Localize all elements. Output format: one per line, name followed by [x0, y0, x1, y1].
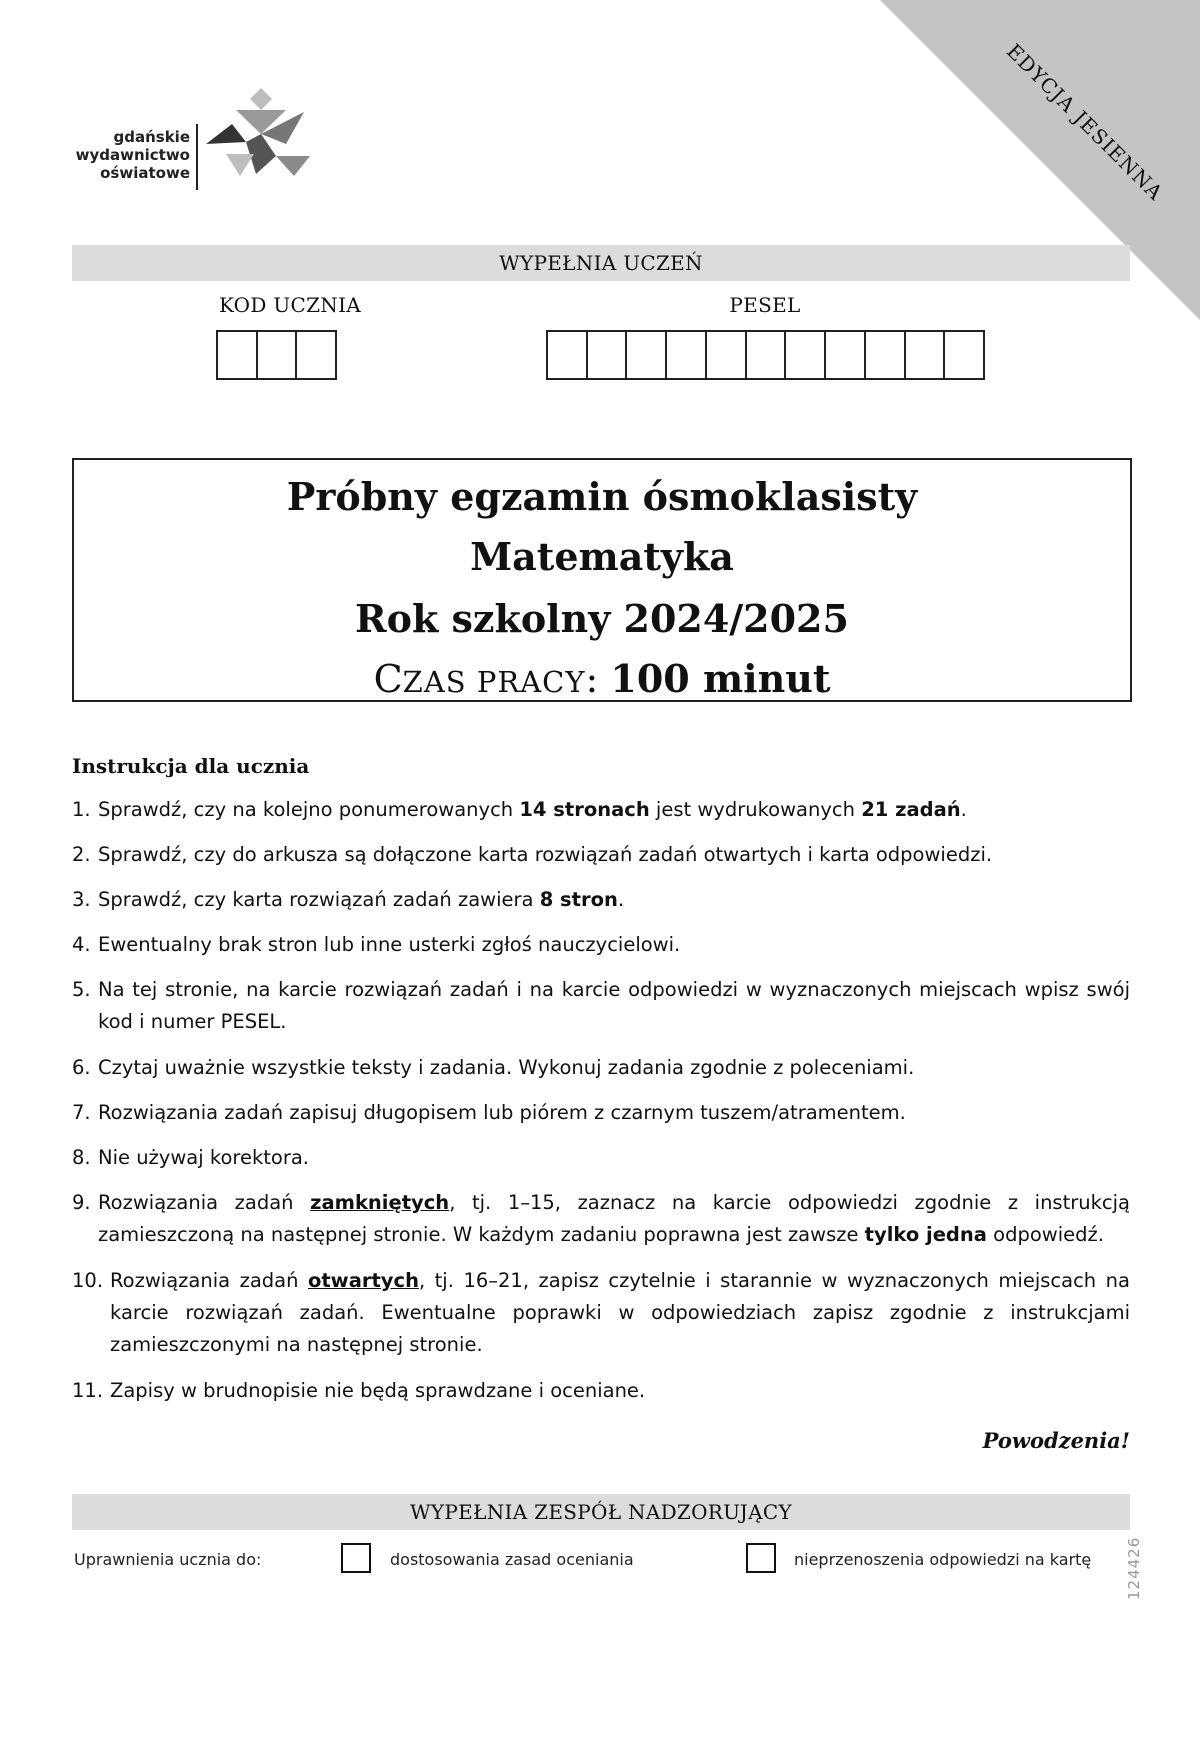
grading-adjustment-checkbox[interactable] — [341, 1543, 371, 1573]
digit-box[interactable] — [826, 332, 866, 378]
digit-box[interactable] — [548, 332, 588, 378]
instruction-item: 1. Sprawdź, czy na kolejno ponumerowanych 14 stronach jest wydrukowanych 21 zadań. — [72, 798, 967, 821]
exam-subject: Matematyka — [470, 534, 734, 579]
digit-box[interactable] — [297, 332, 335, 378]
instruction-item: 9. Rozwiązania zadań zamkniętych, tj. 1–15, zaznacz na karcie odpowiedzi zgodnie z instrukcją zamieszczoną na następnej stronie. W każdym zadaniu poprawna jest zawsze tylko jedna odpowiedź. — [72, 1191, 1130, 1246]
logo-line: gdańskie — [113, 128, 190, 146]
no-transfer-label: nieprzenoszenia odpowiedzi na kartę — [794, 1550, 1092, 1569]
instruction-item: 5. Na tej stronie, na karcie rozwiązań zadań i na karcie odpowiedzi w wyznaczonych miejscach wpisz swój kod i numer PESEL. — [72, 978, 1130, 1033]
digit-box[interactable] — [588, 332, 628, 378]
exam-title: Próbny egzamin ósmoklasisty — [286, 474, 918, 519]
student-rights-label: Uprawnienia ucznia do: — [74, 1550, 262, 1569]
grading-adjustment-label: dostosowania zasad oceniania — [390, 1550, 634, 1569]
instruction-item: 2. Sprawdź, czy do arkusza są dołączone karta rozwiązań zadań otwartych i karta odpowiedzi. — [72, 843, 993, 866]
instruction-item: 3. Sprawdź, czy karta rozwiązań zadań zawiera 8 stron. — [72, 888, 625, 911]
publisher-logo-icon — [206, 84, 316, 180]
sheet-code: 124426 — [1125, 1536, 1143, 1600]
corner-banner-text: EDYCJA JESIENNA — [1001, 38, 1169, 206]
digit-box[interactable] — [866, 332, 906, 378]
publisher-logo-text — [40, 128, 190, 182]
logo-line: oświatowe — [100, 164, 190, 182]
good-luck-text: Powodzenia! — [982, 1428, 1130, 1453]
student-code-input[interactable] — [216, 330, 337, 380]
student-section-header: WYPEŁNIA UCZEŃ — [72, 245, 1130, 281]
digit-box[interactable] — [218, 332, 258, 378]
instruction-item: 7. Rozwiązania zadań zapisuj długopisem lub piórem z czarnym tuszem/atramentem. — [72, 1101, 906, 1124]
exam-title-box — [72, 458, 1132, 702]
school-year: Rok szkolny 2024/2025 — [355, 596, 849, 641]
digit-box[interactable] — [786, 332, 826, 378]
digit-box[interactable] — [945, 332, 983, 378]
instruction-item: 8. Nie używaj korektora. — [72, 1146, 309, 1169]
instruction-item: 11. Zapisy w brudnopisie nie będą sprawdzane i oceniane. — [72, 1379, 646, 1402]
digit-box[interactable] — [667, 332, 707, 378]
digit-box[interactable] — [707, 332, 747, 378]
pesel-input[interactable] — [546, 330, 985, 380]
instruction-item: 4. Ewentualny brak stron lub inne usterki zgłoś nauczycielowi. — [72, 933, 681, 956]
digit-box[interactable] — [906, 332, 946, 378]
logo-line: wydawnictwo — [75, 146, 190, 164]
digit-box[interactable] — [627, 332, 667, 378]
pesel-label: PESEL — [729, 293, 801, 317]
supervisor-section-header: WYPEŁNIA ZESPÓŁ NADZORUJĄCY — [72, 1494, 1130, 1530]
no-transfer-checkbox[interactable] — [746, 1543, 776, 1573]
exam-duration: CZAS PRACY: 100 minut — [373, 656, 831, 701]
student-code-label: KOD UCZNIA — [218, 293, 362, 317]
instructions-heading: Instrukcja dla ucznia — [72, 754, 310, 778]
instruction-item: 6. Czytaj uważnie wszystkie teksty i zadania. Wykonuj zadania zgodnie z poleceniami. — [72, 1056, 915, 1079]
instruction-item: 10. Rozwiązania zadań otwartych, tj. 16–21, zapisz czytelnie i starannie w wyznaczonych miejscach na karcie rozwiązań zadań. Ewentualne poprawki w odpowiedziach zapisz zgodnie z instrukcjami zamieszczonymi na następnej stronie. — [72, 1269, 1130, 1356]
digit-box[interactable] — [747, 332, 787, 378]
logo-divider — [196, 124, 198, 190]
digit-box[interactable] — [258, 332, 298, 378]
exam-duration-value: 100 minut — [610, 656, 831, 701]
